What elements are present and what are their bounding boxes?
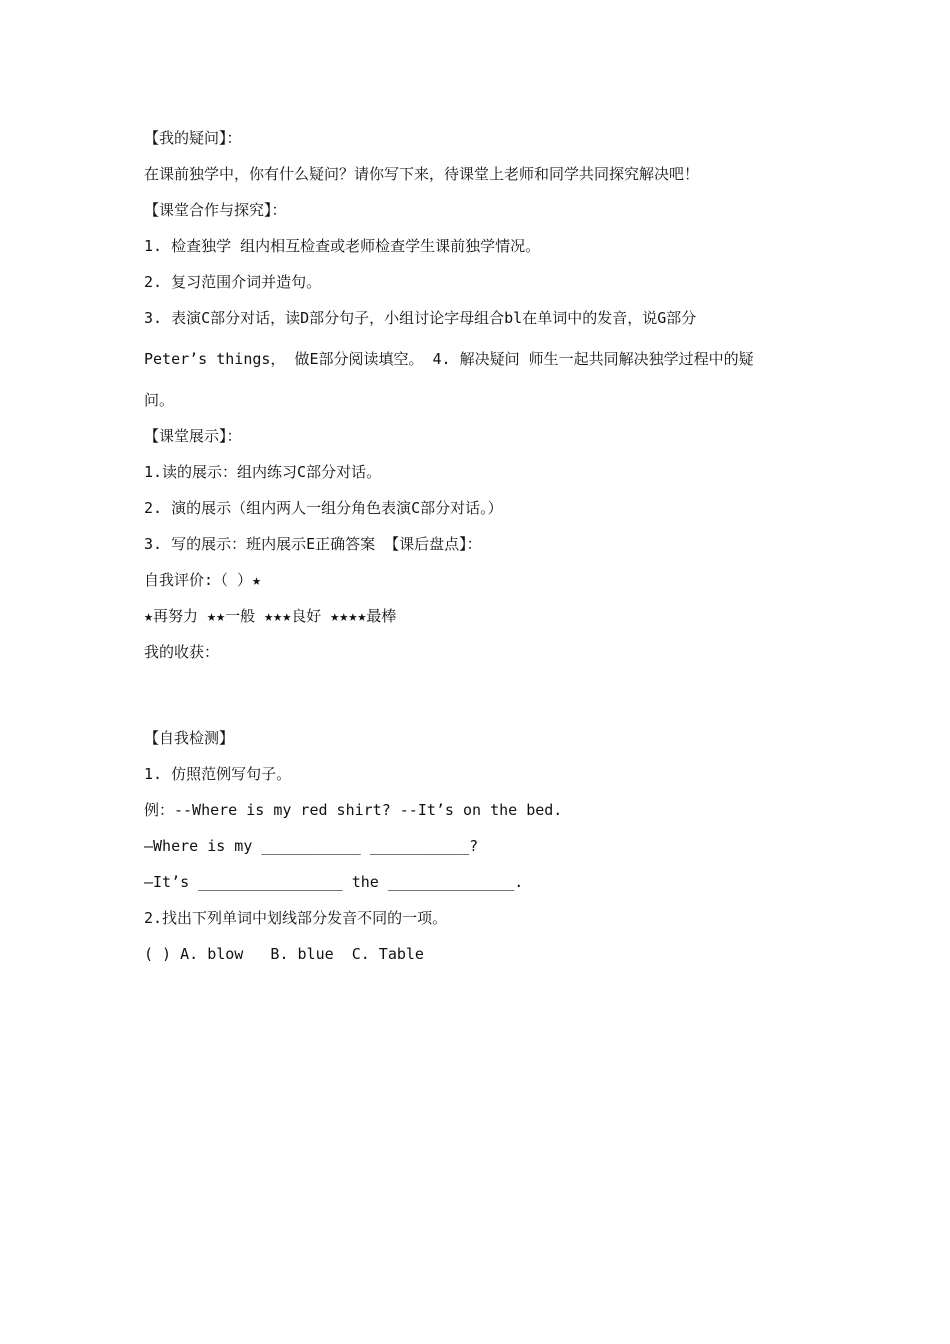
rating-scale: ★再努力 ★★一般 ★★★良好 ★★★★最棒 (144, 607, 397, 625)
my-questions-text: 在课前独学中，你有什么疑问？请你写下来，待课堂上老师和同学共同探究解决吧！ (144, 165, 700, 183)
show-item-3: 3. 写的展示：班内展示E正确答案 【课后盘点】： (144, 535, 482, 553)
test-example: 例：--Where is my red shirt? --It’s on the bed. (144, 801, 563, 819)
test-item-2: 2.找出下列单词中划线部分发音不同的一项。 (144, 909, 448, 927)
test-choice-line: ( ) A. blow B. blue C. Table (144, 945, 424, 963)
show-item-2: 2. 演的展示（组内两人一组分角色表演C部分对话。） (144, 499, 503, 517)
coop-item-3: 3. 表演C部分对话，读D部分句子，小组讨论字母组合bl在单词中的发音，说G部分 (144, 309, 697, 327)
self-evaluation: 自我评价:（ ）★ (144, 571, 262, 589)
test-answer-blank: —It’s ________________ the ______________. (144, 873, 524, 891)
coop-item-3-end: 问。 (144, 391, 175, 409)
test-question-blank: —Where is my ___________ ___________? (144, 837, 479, 855)
class-show-heading: 【课堂展示】： (144, 427, 242, 445)
test-item-1: 1. 仿照范例写句子。 (144, 765, 292, 783)
coop-item-2: 2. 复习范围介词并造句。 (144, 273, 322, 291)
coop-item-3-cont: Peter’s things， 做E部分阅读填空。 4. 解决疑问 师生一起共同解决独学过程中的疑 (144, 350, 754, 368)
coop-item-1: 1. 检查独学 组内相互检查或老师检查学生课前独学情况。 (144, 237, 541, 255)
class-coop-heading: 【课堂合作与探究】： (144, 201, 287, 219)
self-test-heading: 【自我检测】 (144, 729, 235, 747)
show-item-1: 1.读的展示：组内练习C部分对话。 (144, 463, 382, 481)
my-gains: 我的收获： (144, 643, 220, 661)
my-questions-heading: 【我的疑问】： (144, 129, 242, 147)
